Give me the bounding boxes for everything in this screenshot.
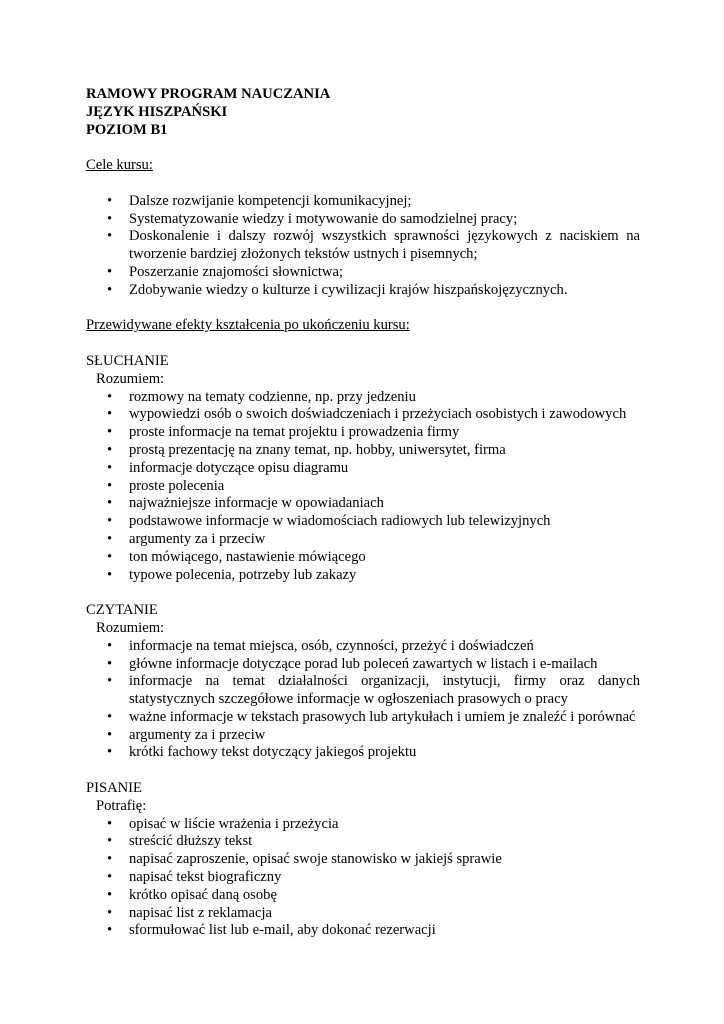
title-line-2: JĘZYK HISZPAŃSKI (86, 103, 228, 120)
list-item (86, 264, 640, 282)
writing-section (86, 780, 640, 940)
bullet-icon: • (107, 548, 113, 565)
list-item-text: proste informacje na temat projektu i prowadzenia firmy (129, 424, 460, 441)
bullet-icon: • (107, 495, 113, 512)
list-item-text: Poszerzanie znajomości słownictwa; (129, 263, 343, 280)
bullet-icon: • (107, 513, 113, 530)
list-item (86, 638, 640, 656)
list-item-text: typowe polecenia, potrzeby lub zakazy (129, 566, 357, 583)
list-item-text: proste polecenia (129, 477, 225, 494)
list-item (86, 709, 640, 727)
list-item-text: napisać list z reklamacja (129, 904, 273, 921)
bullet-icon: • (107, 744, 113, 761)
list-item-text: informacje na temat działalności organizacji, instytucji, firmy oraz danych statystycznych szczegółowe informacje w ogłoszeniach prasowych o pracy (129, 673, 640, 708)
reading-list (86, 638, 640, 763)
bullet-icon: • (107, 566, 113, 583)
list-item-text: najważniejsze informacje w opowiadaniach (129, 495, 384, 512)
bullet-icon: • (107, 388, 113, 405)
bullet-icon: • (107, 424, 113, 441)
list-item-text: wypowiedzi osób o swoich doświadczeniach i przeżyciach osobistych i zawodowych (129, 406, 627, 423)
list-item (86, 193, 640, 211)
list-item-text: opisać w liście wrażenia i przeżycia (129, 815, 339, 832)
list-item (86, 816, 640, 834)
bullet-icon: • (107, 726, 113, 743)
bullet-icon: • (107, 708, 113, 725)
writing-list (86, 816, 640, 941)
list-item (86, 833, 640, 851)
goals-heading: Cele kursu: (86, 157, 153, 174)
list-item (86, 460, 640, 478)
list-item (86, 656, 640, 674)
list-item-text: argumenty za i przeciw (129, 530, 266, 547)
bullet-icon: • (107, 477, 113, 494)
list-item (86, 531, 640, 549)
bullet-icon: • (107, 530, 113, 547)
list-item-text: informacje dotyczące opisu diagramu (129, 459, 349, 476)
list-item-text: argumenty za i przeciw (129, 726, 266, 743)
title-line-3: POZIOM B1 (86, 121, 168, 138)
writing-label: Potrafię: (96, 797, 147, 814)
list-item (86, 442, 640, 460)
bullet-icon: • (107, 441, 113, 458)
bullet-icon: • (107, 815, 113, 832)
list-item (86, 673, 640, 709)
list-item (86, 869, 640, 887)
bullet-icon: • (107, 281, 113, 298)
goals-list (86, 193, 640, 300)
list-item-text: informacje na temat miejsca, osób, czynności, przeżyć i doświadczeń (129, 637, 534, 654)
bullet-icon: • (107, 869, 113, 886)
list-item-text: napisać zaproszenie, opisać swoje stanowisko w jakiejś sprawie (129, 851, 502, 868)
listening-title: SŁUCHANIE (86, 352, 169, 369)
document-title (86, 86, 640, 139)
listening-label: Rozumiem: (96, 370, 165, 387)
bullet-icon: • (107, 673, 113, 690)
list-item (86, 905, 640, 923)
list-item-text: ton mówiącego, nastawienie mówiącego (129, 548, 366, 565)
listening-section (86, 353, 640, 584)
bullet-icon: • (107, 637, 113, 654)
bullet-icon: • (107, 192, 113, 209)
list-item (86, 406, 640, 424)
list-item (86, 424, 640, 442)
list-item-text: Dalsze rozwijanie kompetencji komunikacyjnej; (129, 192, 412, 209)
list-item (86, 567, 640, 585)
document-content (86, 86, 640, 940)
list-item-text: podstawowe informacje w wiadomościach radiowych lub telewizyjnych (129, 513, 551, 530)
list-item (86, 851, 640, 869)
list-item-text: napisać tekst biograficzny (129, 869, 282, 886)
bullet-icon: • (107, 886, 113, 903)
reading-title: CZYTANIE (86, 602, 158, 619)
bullet-icon: • (107, 263, 113, 280)
list-item (86, 513, 640, 531)
list-item-text: krótko opisać daną osobę (129, 886, 277, 903)
list-item-text: Systematyzowanie wiedzy i motywowanie do samodzielnej pracy; (129, 210, 518, 227)
list-item (86, 549, 640, 567)
list-item-text: główne informacje dotyczące porad lub poleceń zawartych w listach i e-mailach (129, 655, 598, 672)
bullet-icon: • (107, 655, 113, 672)
list-item (86, 228, 640, 264)
title-line-1: RAMOWY PROGRAM NAUCZANIA (86, 86, 331, 102)
bullet-icon: • (107, 851, 113, 868)
list-item-text: streścić dłuższy tekst (129, 833, 253, 850)
list-item (86, 727, 640, 745)
bullet-icon: • (107, 406, 113, 423)
list-item (86, 282, 640, 300)
list-item (86, 389, 640, 407)
bullet-icon: • (107, 228, 113, 245)
list-item-text: krótki fachowy tekst dotyczący jakiegoś projektu (129, 744, 417, 761)
reading-section (86, 602, 640, 762)
bullet-icon: • (107, 904, 113, 921)
list-item (86, 211, 640, 229)
list-item-text: Zdobywanie wiedzy o kulturze i cywilizacji krajów hiszpańskojęzycznych. (129, 281, 568, 298)
list-item (86, 744, 640, 762)
reading-label: Rozumiem: (96, 619, 165, 636)
list-item-text: prostą prezentację na znany temat, np. hobby, uniwersytet, firma (129, 441, 506, 458)
bullet-icon: • (107, 210, 113, 227)
outcomes-heading: Przewidywane efekty kształcenia po ukończeniu kursu: (86, 317, 410, 334)
bullet-icon: • (107, 833, 113, 850)
list-item (86, 922, 640, 940)
list-item-text: ważne informacje w tekstach prasowych lub artykułach i umiem je znaleźć i porównać (129, 708, 636, 725)
list-item-text: sformułować list lub e-mail, aby dokonać rezerwacji (129, 922, 436, 939)
listening-list (86, 389, 640, 585)
bullet-icon: • (107, 459, 113, 476)
list-item (86, 495, 640, 513)
list-item (86, 478, 640, 496)
writing-title: PISANIE (86, 780, 142, 797)
bullet-icon: • (107, 922, 113, 939)
list-item (86, 887, 640, 905)
list-item-text: Doskonalenie i dalszy rozwój wszystkich sprawności językowych z naciskiem na tworzenie bardziej złożonych tekstów ustnych i pisemnych; (129, 228, 640, 263)
list-item-text: rozmowy na tematy codzienne, np. przy jedzeniu (129, 388, 416, 405)
